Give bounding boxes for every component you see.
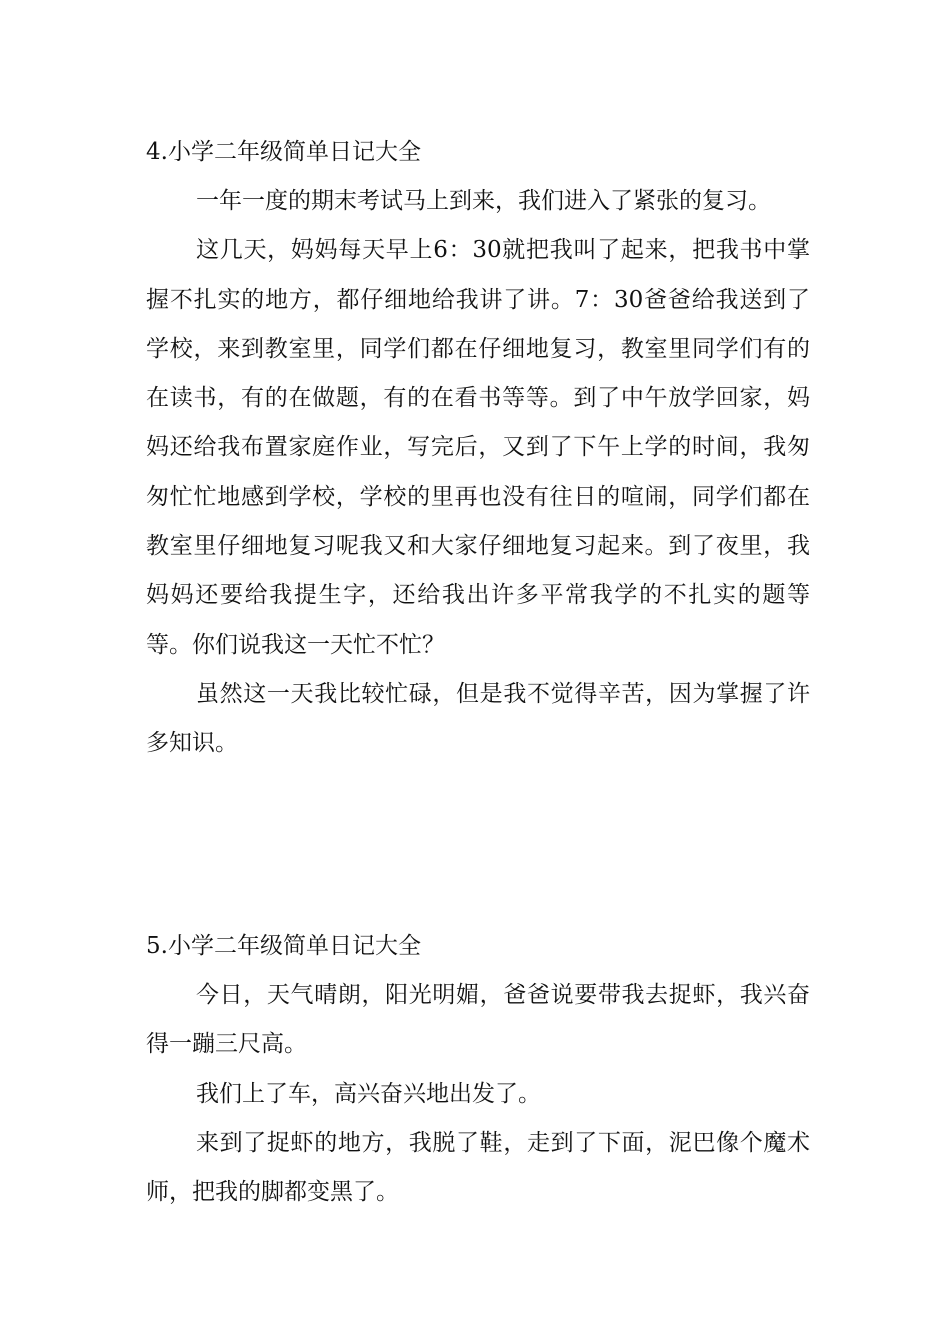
paragraph: 我们上了车，高兴奋兴地出发了。 <box>196 1080 541 1107</box>
diary-entry-4 <box>146 128 810 769</box>
entry-heading: 5.小学二年级简单日记大全 <box>146 933 421 959</box>
paragraph: 一年一度的期末考试马上到来，我们进入了紧张的复习。 <box>196 188 771 214</box>
paragraph: 这几天，妈妈每天早上6：30就把我叫了起来，把我书中掌握不扎实的地方，都仔细地给我讲了讲。7：30爸爸给我送到了学校，来到教室里，同学们都在仔细地复习，教室里同学们有的在读书，有的在做题，有的在看书等等。到了中午放学回家，妈妈还给我布置家庭作业，写完后，又到了下午上学的时间，我匆匆忙忙地感到学校，学校的里再也没有往日的喧闹，同学们都在教室里仔细地复习呢我又和大家仔细地复习起来。到了夜里，我妈妈还要给我提生字，还给我出许多平常我学的不扎实的题等等。你们说我这一天忙不忙？ <box>146 237 810 658</box>
paragraph: 来到了捉虾的地方，我脱了鞋，走到了下面，泥巴像个魔术师，把我的脚都变黑了。 <box>146 1129 810 1206</box>
paragraph: 虽然这一天我比较忙碌，但是我不觉得辛苦，因为掌握了许多知识。 <box>146 680 810 757</box>
diary-entry-5 <box>146 922 810 1217</box>
paragraph: 今日，天气晴朗，阳光明媚，爸爸说要带我去捉虾，我兴奋得一蹦三尺高。 <box>146 982 810 1058</box>
entry-heading: 4.小学二年级简单日记大全 <box>146 139 421 165</box>
